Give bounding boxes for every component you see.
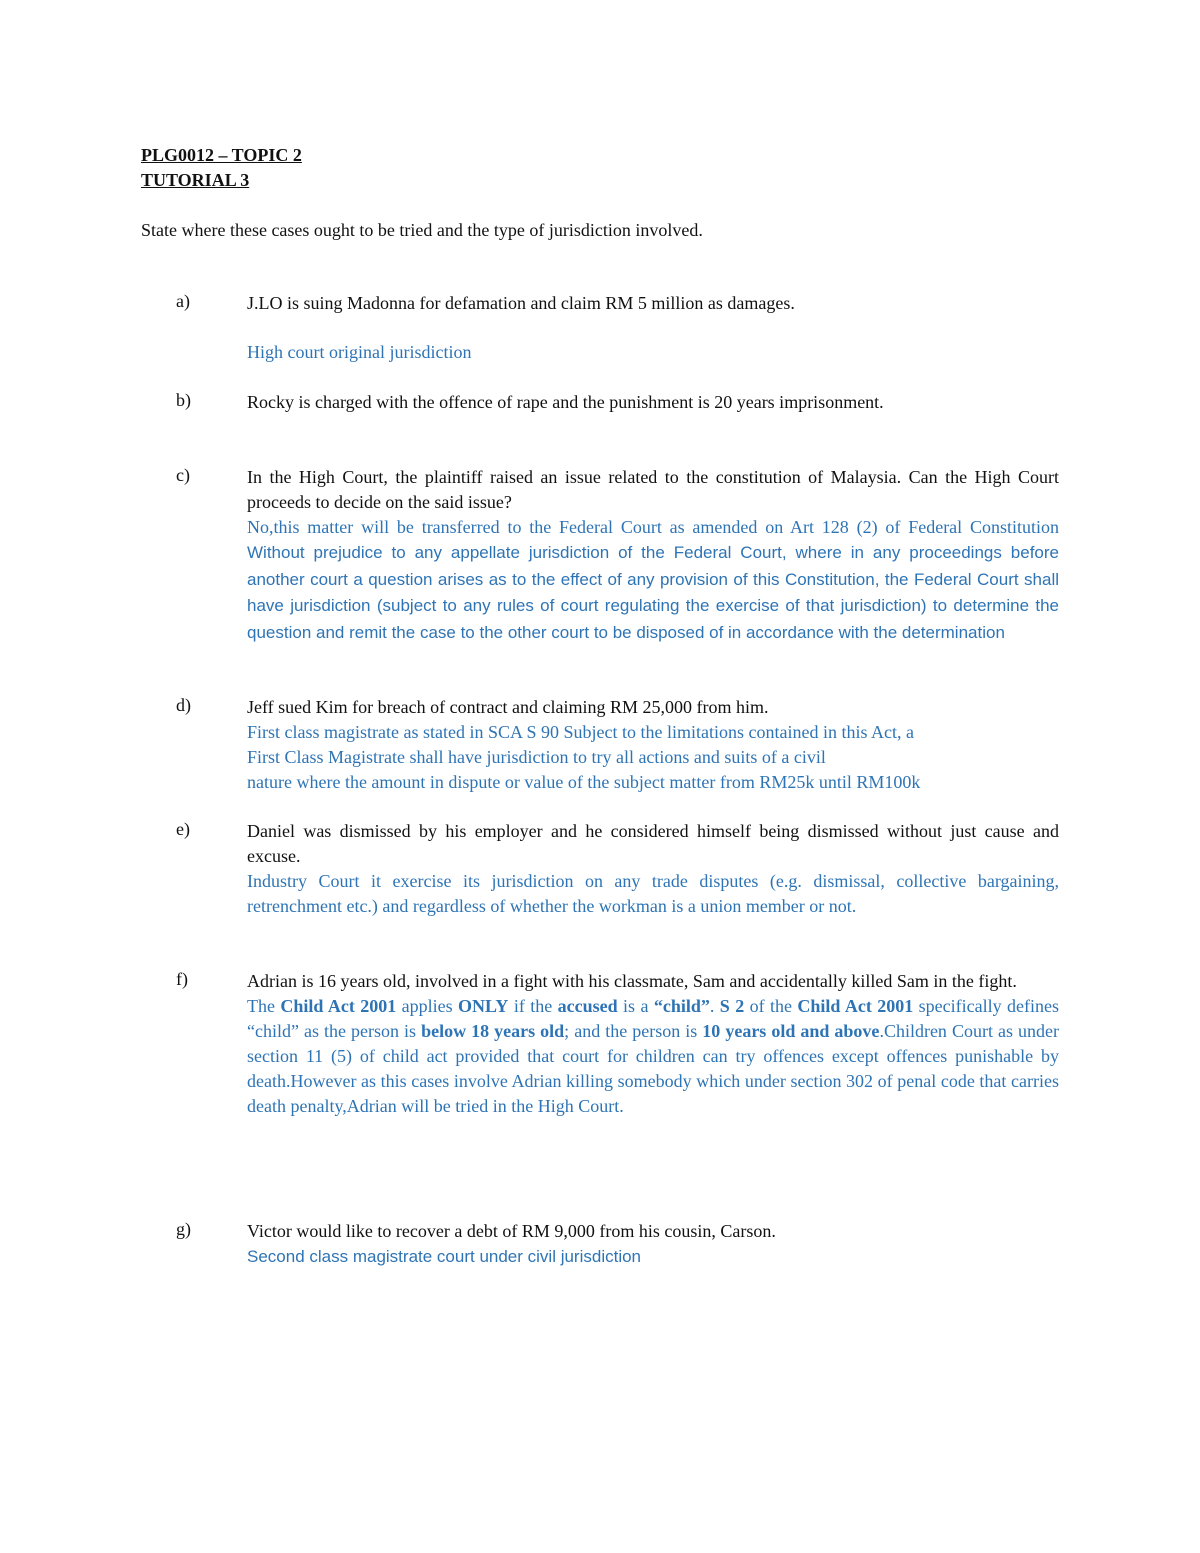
question-item-b	[141, 390, 1059, 415]
question-text: J.LO is suing Madonna for defamation and claim RM 5 million as damages.	[247, 293, 795, 313]
question-text: Adrian is 16 years old, involved in a fight with his classmate, Sam and accidentally killed Sam in the fight.	[247, 971, 1017, 991]
question-item-g	[141, 1219, 1059, 1271]
answer-text: The Child Act 2001 applies ONLY if the accused is a “child”. S 2 of the Child Act 2001 specifically defines “child” as the person is below 18 years old; and the person is 10 years old and above.Children Court as under section 11 (5) of child act provided that court for children can try offences except offences punishable by death.However as this cases involve Adrian killing somebody which under section 302 of penal code that carries death penalty,Adrian will be tried in the High Court.	[247, 996, 1060, 1116]
question-text: Rocky is charged with the offence of rape and the punishment is 20 years imprisonment.	[247, 392, 884, 412]
item-label: b)	[176, 390, 191, 410]
answer-line: First class magistrate as stated in SCA S 90 Subject to the limitations contained in this Act, a	[247, 722, 914, 742]
item-label: f)	[176, 969, 188, 989]
constitution-quote: Without prejudice to any appellate jurisdiction of the Federal Court, where in any proceedings before another court a question arises as to the effect of any provision of this Constitution, the Federal Court shall have jurisdiction (subject to any rules of court regulating the exercise of that jurisdiction) to determine the question and remit the case to the other court to be disposed of in accordance with the determination	[247, 543, 1059, 642]
item-label: a)	[176, 291, 190, 311]
question-text: Jeff sued Kim for breach of contract and claiming RM 25,000 from him.	[247, 697, 769, 717]
question-text: Victor would like to recover a debt of RM 9,000 from his cousin, Carson.	[247, 1221, 776, 1241]
item-label: c)	[176, 465, 190, 485]
answer-text: Second class magistrate court under civil jurisdiction	[247, 1247, 642, 1266]
answer-text	[247, 720, 1059, 795]
course-code-heading: PLG0012 – TOPIC 2	[141, 145, 302, 165]
item-label: e)	[176, 819, 190, 839]
instructions: State where these cases ought to be tried and the type of jurisdiction involved.	[141, 220, 703, 240]
item-label: g)	[176, 1219, 191, 1239]
item-label: d)	[176, 695, 191, 715]
question-item-c	[141, 465, 1059, 646]
question-text: In the High Court, the plaintiff raised an issue related to the constitution of Malaysia. Can the High Court proceeds to decide on the said issue?	[247, 467, 1059, 512]
question-item-e	[141, 819, 1059, 919]
answer-intro: No,this matter will be transferred to the Federal Court as amended on Art 128 (2) of Federal Constitution	[247, 517, 1059, 537]
answer-line: First Class Magistrate shall have jurisdiction to try all actions and suits of a civil	[247, 747, 826, 767]
answer-text	[247, 515, 1059, 646]
question-item-d	[141, 695, 1059, 795]
tutorial-heading: TUTORIAL 3	[141, 170, 250, 190]
answer-text: High court original jurisdiction	[247, 342, 472, 362]
answer-line: nature where the amount in dispute or value of the subject matter from RM25k until RM100k	[247, 772, 921, 792]
answer-text: Industry Court it exercise its jurisdiction on any trade disputes (e.g. dismissal, collective bargaining, retrenchment etc.) and regardless of whether the workman is a union member or not.	[247, 871, 1059, 916]
question-item-a	[141, 291, 1059, 365]
question-item-f	[141, 969, 1059, 1119]
question-text: Daniel was dismissed by his employer and he considered himself being dismissed without just cause and excuse.	[247, 821, 1059, 866]
